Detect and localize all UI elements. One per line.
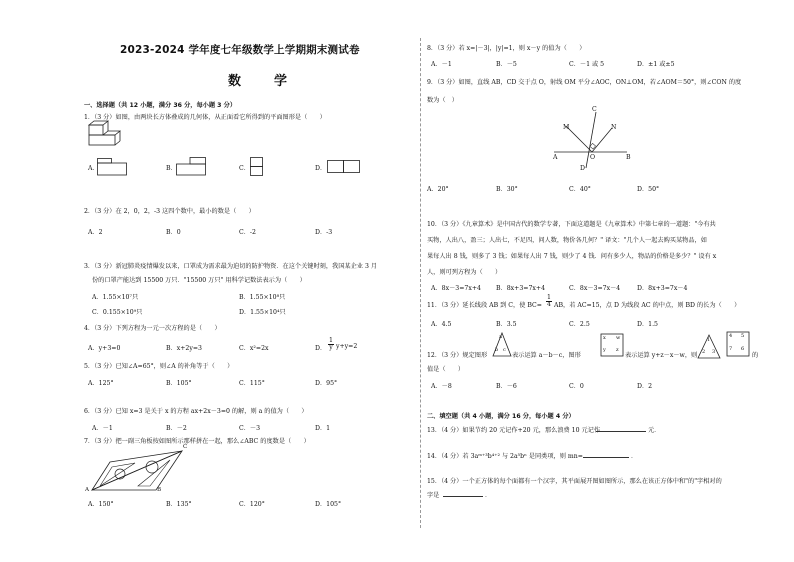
section-2-heading: 二、填空题（共 4 小题，满分 16 分，每小题 4 分） bbox=[427, 413, 575, 420]
q1-option-d-figure bbox=[327, 160, 361, 174]
question-9-line-2: 数为（ ） bbox=[427, 97, 458, 104]
q9-label-c: C bbox=[592, 106, 597, 113]
q12-sq2-7: 7 bbox=[729, 346, 733, 352]
q1-option-b-figure bbox=[176, 157, 206, 176]
q15-blank[interactable] bbox=[443, 490, 483, 497]
q5-option-a: A．125° bbox=[88, 380, 114, 387]
question-10-line-2: 买物，人出八，盈三；人出七，不足四，问人数，物价各几何？" 译文："几个人一起去购买某物品，如 bbox=[427, 237, 707, 244]
q7-label-b: B bbox=[157, 487, 162, 493]
question-6: 6．（3 分）已知 x=3 是关于 x 的方程 ax+2x－3=0 的解，则 a 的值为（ ） bbox=[84, 408, 308, 415]
q4-fraction-denominator: y bbox=[329, 344, 333, 351]
q13-blank[interactable] bbox=[596, 425, 646, 432]
question-13: 13．（4 分）如果节约 20 元记作+20 元，那么浪费 10 元记作 bbox=[427, 427, 601, 434]
exam-title: 2023-2024 学年度七年级数学上学期期末测试卷 bbox=[120, 44, 360, 56]
q11-option-a: A．4.5 bbox=[431, 321, 452, 328]
q6-option-a: A．－1 bbox=[92, 425, 113, 432]
question-9-line-1: 9．（3 分）如图，直线 AB，CD 交于点 O，射线 OM 平分∠AOC，ON⊥OM，若∠AOM＝50°，则∠CON 的度 bbox=[427, 79, 742, 86]
question-14: 14．（4 分）若 3aᵐ⁺³b⁴⁺² 与 2a⁵bⁿ 是同类项，则 mn= bbox=[427, 453, 583, 460]
q5-option-d: D．95° bbox=[315, 380, 338, 387]
question-1: 1．（3 分）如图，由两块长方体叠成的几何体，从正面看它所得到的平面图形是（ ） bbox=[84, 114, 326, 121]
q10-option-a: A．8x－3=7x+4 bbox=[431, 285, 481, 292]
q4-option-d: D． bbox=[315, 345, 327, 352]
question-5: 5．（3 分）已知∠A=65°，则∠A 的补角等于（ ） bbox=[84, 363, 234, 370]
q2-option-b: B．0 bbox=[166, 229, 181, 236]
section-1-heading: 一、选择题（共 12 小题，满分 36 分，每小题 3 分） bbox=[84, 102, 237, 109]
q8-option-c: C．－1 或 5 bbox=[569, 61, 605, 68]
q10-option-b: B．8x+3=7x+4 bbox=[496, 285, 546, 292]
q4-option-c: C．x²=2x bbox=[239, 345, 269, 352]
q12-sq1-w: w bbox=[616, 335, 621, 341]
q9-label-a: A bbox=[553, 154, 558, 161]
q12-tri2-3: 3 bbox=[712, 349, 716, 355]
q4-option-b: B．x+2y=3 bbox=[166, 345, 202, 352]
q6-option-b: B．－2 bbox=[166, 425, 187, 432]
q12-sq1-x: x bbox=[603, 335, 606, 341]
question-10-line-1: 10．（3 分）《九章算术》是中国古代的数学专著，下面这道题是《九章算术》中第七章的一道题："今有共 bbox=[427, 221, 716, 228]
q6-option-d: D．1 bbox=[315, 425, 331, 432]
column-divider bbox=[420, 38, 421, 528]
q9-label-n: N bbox=[611, 124, 617, 131]
q9-option-d: D．50° bbox=[637, 186, 660, 193]
q9-option-a: A．20° bbox=[427, 186, 449, 193]
q3-option-b: B．1.55×10⁸只 bbox=[239, 294, 286, 301]
question-10-line-3: 果每人出 8 钱，则多了 3 钱；如果每人出 7 钱，则少了 4 钱．问有多少人，物品的价格是多少？" 设有 x bbox=[427, 253, 717, 260]
q1-option-a-figure bbox=[97, 158, 127, 176]
q7-figure bbox=[90, 446, 190, 494]
q4-fraction bbox=[328, 338, 334, 351]
q9-option-c: C．40° bbox=[569, 186, 591, 193]
q11-option-b: B．3.5 bbox=[496, 321, 517, 328]
q12-triangle-1 bbox=[492, 332, 512, 358]
q11-fraction-denominator: 4 bbox=[547, 301, 551, 308]
q7-option-c: C．120° bbox=[239, 501, 265, 508]
q4-fraction-numerator: 1 bbox=[329, 337, 333, 344]
q7-label-c: C bbox=[183, 444, 188, 450]
question-15-end: ． bbox=[485, 492, 492, 499]
q12-sq1-y: y bbox=[603, 347, 606, 353]
q11-fraction bbox=[546, 295, 552, 308]
q11-option-d: D．1.5 bbox=[637, 321, 658, 328]
q1-option-c-figure bbox=[250, 157, 264, 177]
q6-option-c: C．－3 bbox=[239, 425, 261, 432]
question-13-end: 元． bbox=[648, 427, 661, 434]
q3-option-c: C．0.155×10⁹只 bbox=[92, 309, 143, 316]
q1-option-b: B． bbox=[166, 165, 177, 172]
q8-option-b: B．－5 bbox=[496, 61, 517, 68]
q12-sq2-4: 4 bbox=[729, 333, 733, 339]
q12-option-d: D．2 bbox=[637, 383, 653, 390]
question-11-a: 11．（3 分）延长线段 AB 到 C，使 BC= bbox=[427, 302, 542, 309]
q7-label-a: A bbox=[85, 487, 90, 493]
q4-option-d-tail: y+y=2 bbox=[336, 343, 358, 350]
question-12-c: 表示运算 y+z－x－w，则 bbox=[625, 352, 698, 359]
q3-option-d: D．1.55×10⁴只 bbox=[239, 309, 286, 316]
subject-heading: 数 学 bbox=[228, 74, 298, 89]
q3-option-a: A．1.55×10⁷只 bbox=[92, 294, 139, 301]
q9-label-m: M bbox=[563, 124, 570, 131]
question-2: 2．（3 分）在 2，0，2，-3 这四个数中，最小的数是（ ） bbox=[84, 208, 255, 215]
q7-option-d: D．105° bbox=[315, 501, 342, 508]
q1-figure bbox=[88, 124, 122, 146]
q12-tri1-c: c bbox=[503, 347, 506, 353]
q12-sq2-6: 6 bbox=[741, 346, 745, 352]
q2-option-a: A．2 bbox=[88, 229, 103, 236]
question-12-line-2: 值是（ ） bbox=[427, 366, 465, 373]
q12-tri2-2: 2 bbox=[702, 349, 706, 355]
q14-blank[interactable] bbox=[583, 451, 629, 458]
question-15-line-1: 15．（4 分）一个正方体的每个面都有一个汉字，其平面展开图如图所示，那么在该正方体中和"的"字相对的 bbox=[427, 478, 722, 485]
q9-label-o: O bbox=[590, 154, 596, 161]
q12-tri1-b: b bbox=[495, 347, 499, 353]
q12-sq1-z: z bbox=[616, 347, 619, 353]
q8-option-d: D．±1 或±5 bbox=[637, 61, 675, 68]
q9-figure bbox=[552, 108, 632, 172]
question-12-a: 12．（3 分）规定图形 bbox=[427, 352, 488, 359]
q2-option-d: D．-3 bbox=[315, 229, 333, 236]
q9-label-b: B bbox=[626, 154, 631, 161]
q12-option-a: A．－8 bbox=[431, 383, 452, 390]
question-7: 7．（3 分）把一副三角板按如图所示那样拼在一起，那么∠ABC 的度数是（ ） bbox=[84, 438, 310, 445]
q10-option-d: D．8x+3=7x－4 bbox=[637, 285, 688, 292]
q2-option-c: C．-2 bbox=[239, 229, 256, 236]
q5-option-b: B．105° bbox=[166, 380, 192, 387]
question-4: 4．（3 分）下列方程为一元一次方程的是（ ） bbox=[84, 325, 221, 332]
q1-option-d: D． bbox=[315, 165, 327, 172]
question-14-end: ． bbox=[631, 453, 638, 460]
q10-option-c: C．8x－3=7x－4 bbox=[569, 285, 621, 292]
q9-option-b: B．30° bbox=[496, 186, 518, 193]
q8-option-a: A．－1 bbox=[431, 61, 452, 68]
q11-option-c: C．2.5 bbox=[569, 321, 590, 328]
q7-option-b: B．135° bbox=[166, 501, 192, 508]
question-11-b: AB，若 AC=15，点 D 为线段 AC 的中点，则 BD 的长为（ ） bbox=[554, 302, 741, 309]
q12-option-c: C．0 bbox=[569, 383, 584, 390]
question-10-line-4: 人，则可列方程为（ ） bbox=[427, 269, 502, 276]
question-3-line-2: 份的口罩产能达到 15500 万只．"15500 万只" 用科学记数法表示为（ ） bbox=[92, 277, 306, 284]
q5-option-c: C．115° bbox=[239, 380, 265, 387]
q12-tri1-a: a bbox=[499, 334, 502, 340]
q1-option-c: C． bbox=[239, 165, 250, 172]
question-12-d: 的 bbox=[752, 352, 759, 359]
q1-option-a: A． bbox=[88, 165, 99, 172]
q4-option-a: A．y+3=0 bbox=[88, 345, 121, 352]
question-15-line-2: 字是 bbox=[427, 492, 440, 499]
q9-label-d: D bbox=[580, 165, 585, 172]
q7-option-a: A．150° bbox=[88, 501, 114, 508]
q12-tri2-1: 1 bbox=[707, 337, 711, 343]
question-8: 8．（3 分）若 x=|－3|，|y|=1，则 x－y 的值为（ ） bbox=[427, 45, 586, 52]
q12-option-b: B．－6 bbox=[496, 383, 517, 390]
q12-sq2-5: 5 bbox=[741, 333, 745, 339]
question-12-b: 表示运算 a－b－c，图形 bbox=[512, 352, 581, 359]
q11-fraction-numerator: 1 bbox=[547, 294, 551, 301]
question-3-line-1: 3．（3 分）新冠肺炎疫情爆发以来，口罩成为需求最为迫切的防护物资．在这个关键时刻，我国某企业 3 月 bbox=[84, 263, 378, 270]
